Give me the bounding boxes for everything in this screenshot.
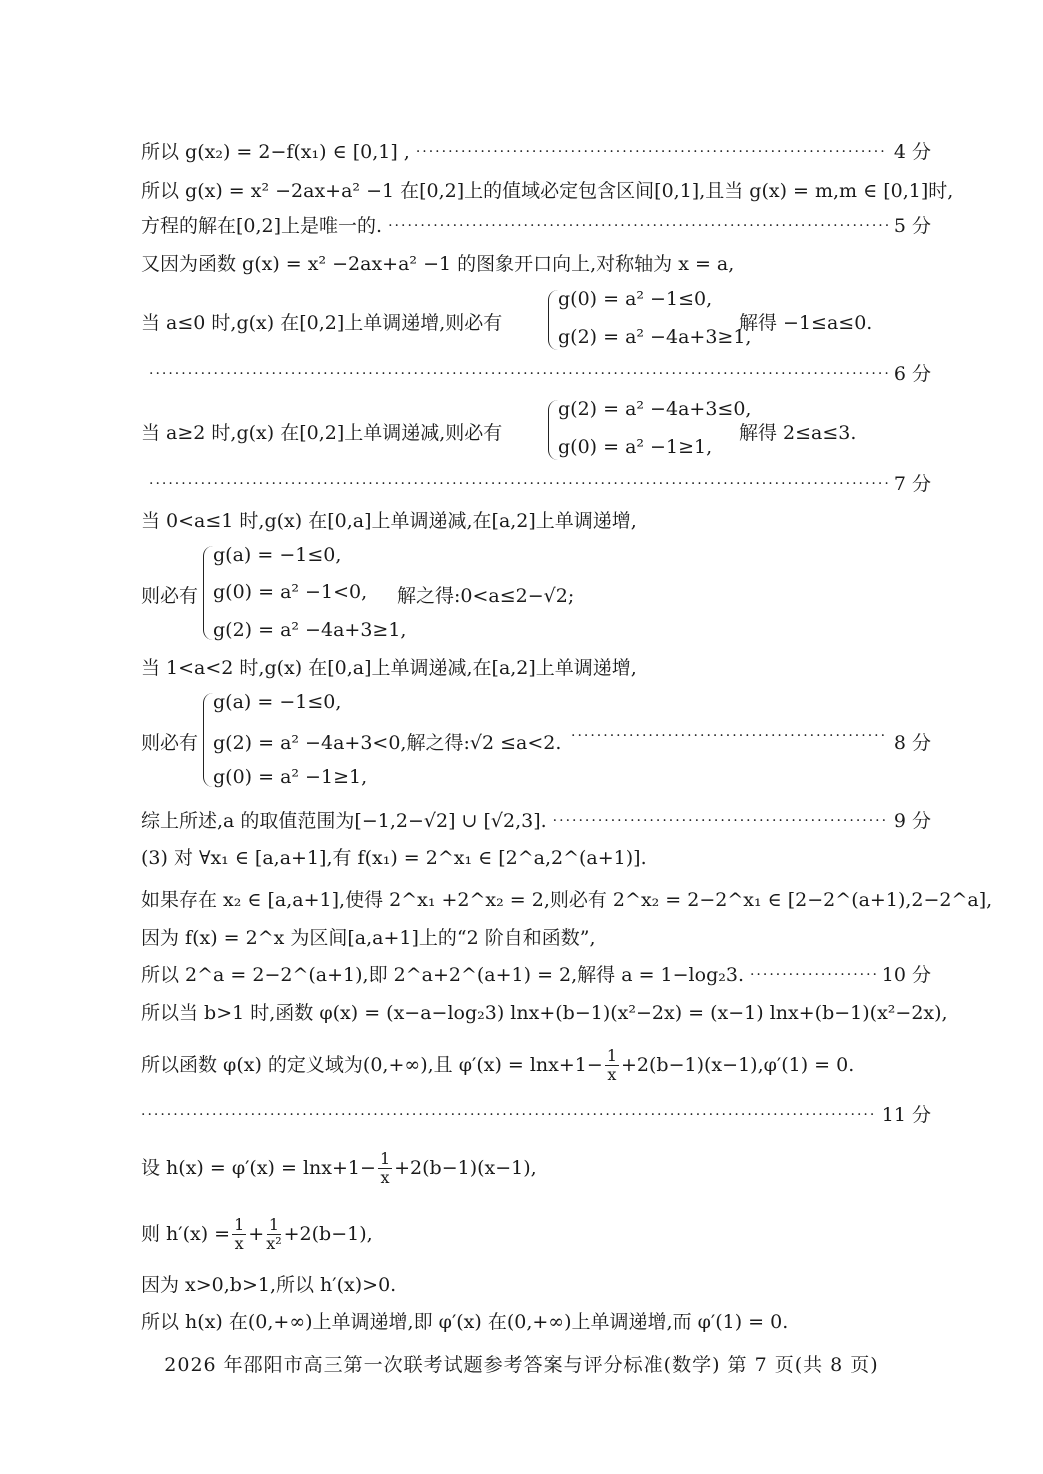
numerator: 1 [268, 1214, 280, 1234]
denominator: x [234, 1233, 244, 1253]
text: 所以 2^a = 2−2^(a+1),即 2^a+2^(a+1) = 2,解得 a = 1−log₂3. [141, 964, 744, 986]
condition-row: g(a) = −1≤0, [213, 691, 342, 713]
case-lead: 当 a≤0 时,g(x) 在[0,2]上单调递增,则必有 [141, 312, 503, 334]
solution-line-12 [141, 1000, 948, 1026]
plus-sign: + [248, 1223, 265, 1245]
text: 方程的解在[0,2]上是唯一的. [141, 215, 383, 237]
solution-line-5 [141, 508, 931, 534]
solution-line-13 [141, 1043, 931, 1087]
text: 综上所述,a 的取值范围为[−1,2−√2] ∪ [√2,3]. [141, 810, 547, 832]
text: 因为 f(x) = 2^x 为区间[a,a+1]上的“2 阶自和函数”, [141, 927, 596, 949]
leader-dots [149, 471, 888, 497]
text: 所以 g(x₂) = 2−f(x₁) ∈ [0,1] , [141, 141, 410, 163]
condition-row: g(2) = a² −4a+3≥1, [213, 619, 407, 641]
solution-line-18 [141, 1309, 931, 1335]
score-label: 4 分 [893, 141, 931, 163]
condition-row: g(0) = a² −1<0, [213, 581, 368, 603]
solution-line-10 [141, 925, 931, 951]
fraction-1-over-x [232, 1216, 246, 1253]
fraction-1-over-x [378, 1150, 392, 1187]
text: +2(b−1), [283, 1223, 373, 1245]
text: 当 1<a<2 时,g(x) 在[0,a]上单调递减,在[a,2]上单调递增, [141, 657, 637, 679]
solution-line-11 [141, 962, 931, 988]
solution-line-7 [141, 808, 931, 834]
solution-line-15 [141, 1146, 931, 1190]
leader-dots [149, 361, 888, 387]
score-line-7 [141, 471, 931, 497]
score-line-11 [141, 1102, 931, 1128]
condition-row: g(0) = a² −1≥1, [213, 766, 368, 788]
denominator: x² [266, 1233, 282, 1253]
score-label: 8 分 [893, 732, 931, 754]
solution-line-9 [141, 887, 993, 913]
condition-row: g(2) = a² −4a+3<0,解之得:√2 ≤a<2. [213, 732, 562, 754]
text: 所以 h(x) 在(0,+∞)上单调递增,即 φ′(x) 在(0,+∞)上单调递增,而 φ′(1) = 0. [141, 1311, 789, 1333]
text: 所以 g(x) = x² −2ax+a² −1 在[0,2]上的值域必定包含区间[0,1],且当 g(x) = m,m ∈ [0,1]时, [141, 180, 954, 202]
numerator: 1 [606, 1045, 618, 1065]
condition-row: g(2) = a² −4a+3≥1, [558, 326, 752, 348]
text: 因为 x>0,b>1,所以 h′(x)>0. [141, 1274, 397, 1296]
leader-dots [553, 808, 888, 834]
case-lead: 则必有 [141, 585, 199, 607]
score-line-6 [141, 361, 931, 387]
score-tail [571, 728, 931, 755]
denominator: x [607, 1064, 617, 1084]
leader-dots [416, 139, 888, 165]
score-label: 7 分 [893, 473, 931, 495]
condition-row: g(2) = a² −4a+3≤0, [558, 398, 752, 420]
leader-dots [571, 728, 888, 755]
solution-line-8 [141, 845, 931, 871]
numerator: 1 [234, 1214, 245, 1234]
solution-line-1 [141, 139, 931, 165]
solution-line-3 [141, 213, 931, 239]
solution-line-4 [141, 251, 931, 277]
denominator: x [380, 1167, 390, 1187]
page-footer: 2026 年邵阳市高三第一次联考试题参考答案与评分标准(数学) 第 7 页(共 8 页) [164, 1354, 879, 1376]
case-lead: 当 a≥2 时,g(x) 在[0,2]上单调递减,则必有 [141, 422, 503, 444]
score-label: 9 分 [893, 810, 931, 832]
text: +2(b−1)(x−1), [394, 1157, 537, 1179]
condition-row: g(a) = −1≤0, [213, 544, 342, 566]
leader-dots [750, 962, 876, 988]
case-result: 解得 2≤a≤3. [739, 422, 857, 444]
score-label: 10 分 [881, 964, 931, 986]
solution-line-17 [141, 1272, 931, 1298]
score-label: 6 分 [893, 363, 931, 385]
text: 又因为函数 g(x) = x² −2ax+a² −1 的图象开口向上,对称轴为 x = a, [141, 253, 735, 275]
text: (3) 对 ∀x₁ ∈ [a,a+1],有 f(x₁) = 2^x₁ ∈ [2^a,2^(a+1)]. [141, 847, 647, 869]
text: 当 0<a≤1 时,g(x) 在[0,a]上单调递减,在[a,2]上单调递增, [141, 510, 637, 532]
case-result: 解之得:0<a≤2−√2; [397, 585, 575, 607]
text: 则 h′(x) = [141, 1223, 231, 1245]
fraction-1-over-x [605, 1047, 619, 1084]
condition-row: g(0) = a² −1≤0, [558, 288, 713, 310]
score-label: 11 分 [881, 1104, 931, 1126]
solution-line-6 [141, 655, 931, 681]
condition-row: g(0) = a² −1≥1, [558, 436, 713, 458]
leader-dots [141, 1102, 876, 1128]
case-result: 解得 −1≤a≤0. [739, 312, 873, 334]
solution-line-16 [141, 1212, 931, 1256]
text: +2(b−1)(x−1),φ′(1) = 0. [621, 1054, 855, 1076]
fraction-1-over-x-squared [266, 1216, 281, 1253]
text: 所以当 b>1 时,函数 φ(x) = (x−a−log₂3) lnx+(b−1)(x²−2x) = (x−1) lnx+(b−1)(x²−2x), [141, 1002, 948, 1024]
solution-line-2 [141, 178, 954, 204]
text: 设 h(x) = φ′(x) = lnx+1− [141, 1157, 376, 1179]
leader-dots [388, 213, 888, 239]
score-label: 5 分 [893, 215, 931, 237]
numerator: 1 [379, 1148, 391, 1168]
text: 所以函数 φ(x) 的定义域为(0,+∞),且 φ′(x) = lnx+1− [141, 1054, 603, 1076]
case-lead: 则必有 [141, 732, 199, 754]
text: 如果存在 x₂ ∈ [a,a+1],使得 2^x₁ +2^x₂ = 2,则必有 2^x₂ = 2−2^x₁ ∈ [2−2^(a+1),2−2^a], [141, 889, 993, 911]
